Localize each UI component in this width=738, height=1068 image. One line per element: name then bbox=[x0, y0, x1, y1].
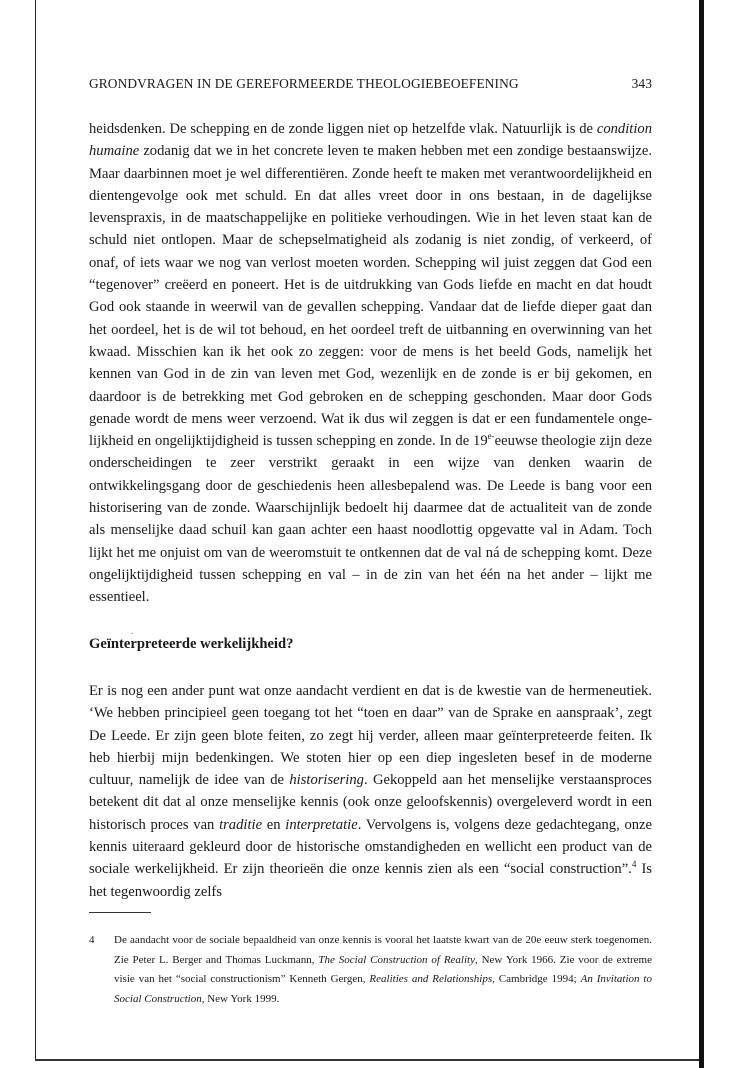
italic-term: historisering bbox=[289, 772, 364, 789]
superscript: e- bbox=[487, 431, 495, 442]
page-number: 343 bbox=[631, 76, 652, 91]
text-run: De aandacht voor de sociale bepaaldheid van onze kennis is vooral het laatste kwart van de 20e eeuw sterk toegenomen. Zie Peter L. Berger and Thomas Luckmann, bbox=[114, 934, 652, 966]
text-run: , Cambridge 1994; bbox=[492, 973, 581, 985]
footnote-reference[interactable]: 4 bbox=[631, 859, 637, 870]
book-title: An Invitation to Social Construction bbox=[114, 973, 652, 1005]
book-title: The Social Construction of Reality bbox=[318, 953, 475, 966]
section-paragraph bbox=[89, 680, 652, 903]
text-run: zodanig dat we in het concrete leven te maken hebben met een zondige bestaanswijze. Maar daarbinnen moet je wel differentiëren. Zonde heeft te maken met verantwoordelijkheid en dientengevolge ook met schuld. En dat alles vreet door in ons bestaan, in de dagelijkse levenspraxis, in de maatschappelijke en politieke verhoudingen. Wie in het leven staat kan de schuld niet ontlopen. Maar de schepselmatigheid als zodanig is niet zondig, of verkeerd, of onaf, of iets waar we nog van verlost moeten worden. Schepping wil juist zeggen dat God een “tegenover” creëerd en poneert. Het is de uitdrukking van Gods liefde en macht en dat houdt God ook staande in weerwil van de gevallen schepping. Vandaar dat de liefde dieper gaat dan het oordeel, het is de wil tot behoud, en het oordeel treft de uitbanning en overwinning van het kwaad. Misschien kan ik het ook zo zeggen: voor de mens is het beeld Gods, namelijk het kennen van God in de zin van leven met God, wezenlijk en de zonde is er bij gekomen, en daardoor is de betrekking met God gebroken en de schepping geschonden. Maar door Gods genade wordt de mens weer verzoend. Wat ik dus wil zeggen is dat er een fundamentele ongelijkheid en ongelijktijdigheid is tussen schepping en zonde. In de 19 bbox=[89, 143, 652, 450]
section-heading: Geïnterpreteerde werkelijkheid? bbox=[89, 636, 294, 652]
footnote bbox=[89, 931, 652, 1009]
text-run: . Vervolgens is, volgens deze gedachtegang, onze kennis uiteraard gekleurd door de historische omstandigheden en wellicht een product van de sociale werkelijkheid. Er zijn theorieën die onze kennis zien als een “social construction”. bbox=[89, 816, 652, 878]
text-run: en bbox=[262, 816, 286, 833]
scan-edge-bottom bbox=[35, 1059, 699, 1061]
body-paragraph bbox=[89, 118, 652, 609]
italic-term: condition humaine bbox=[89, 121, 652, 160]
paragraph-2 bbox=[89, 680, 652, 903]
paragraph-1 bbox=[89, 118, 652, 609]
stray-mark: . bbox=[131, 626, 134, 637]
italic-term: traditie bbox=[219, 816, 263, 833]
text-run: Er is nog een ander punt wat onze aandacht verdient en dat is de kwestie van de hermeneutiek. ‘We hebben principieel geen toegang tot het “toen en daar” van de Sprake en aanspraak’, zegt De Leede. Er zijn geen blote feiten, zo zegt hij verder, alleen maar geïnterpreteerde feiten. Ik heb hierbij mijn bedenkingen. We stoten hier op een diep ingesleten besef in de moderne cultuur, namelijk de idee van de bbox=[89, 683, 652, 789]
text-run: eeuwse theologie zijn deze onderscheidingen te zeer verstrikt geraakt in een wijze van denken waarin de ontwikkelingsgang door de geschiedenis heen allesbepalend was. De Leede is bang voor een historisering van de zonde. Waarschijnlijk bedoelt hij daarmee dat de actualiteit van de zonde als menselijke daad schuil kan gaan achter een haast noodlottig opgevatte val in Adam. Toch lijkt het me onjuist om van de weeromstuit te ontkennen dat de val ná de schepping komt. Deze ongelijktijdigheid tussen schepping en val – in de zin van het één na het ander – lijkt me essentieel. bbox=[89, 433, 653, 606]
text-run: Is het tegenwoordig zelfs bbox=[89, 861, 652, 900]
footnote-number: 4 bbox=[89, 934, 95, 946]
running-head-title: GRONDVRAGEN IN DE GEREFORMEERDE THEOLOGIEBEOEFENING bbox=[89, 76, 519, 91]
text-run: , New York 1999. bbox=[201, 992, 280, 1005]
italic-term: interpretatie bbox=[285, 816, 358, 833]
text-run: . Gekoppeld aan het menselijke verstaansproces betekent dit dat al onze menselijke kennis (ook onze geloofskennis) overgeleverd wordt in een historisch proces van bbox=[89, 772, 652, 833]
text-run: , New York 1966. Zie voor de extreme visie van het “social constructionism” Kenneth Gergen, bbox=[114, 953, 652, 985]
book-title: Realities and Relationships bbox=[369, 973, 493, 985]
scan-edge-left bbox=[35, 0, 36, 1060]
scan-edge-right bbox=[699, 0, 704, 1068]
running-head bbox=[89, 76, 652, 92]
text-run: heidsdenken. De schepping en de zonde liggen niet op hetzelfde vlak. Natuurlijk is de bbox=[89, 121, 597, 137]
footnote-text bbox=[114, 931, 652, 1009]
footnote-divider bbox=[89, 912, 151, 913]
